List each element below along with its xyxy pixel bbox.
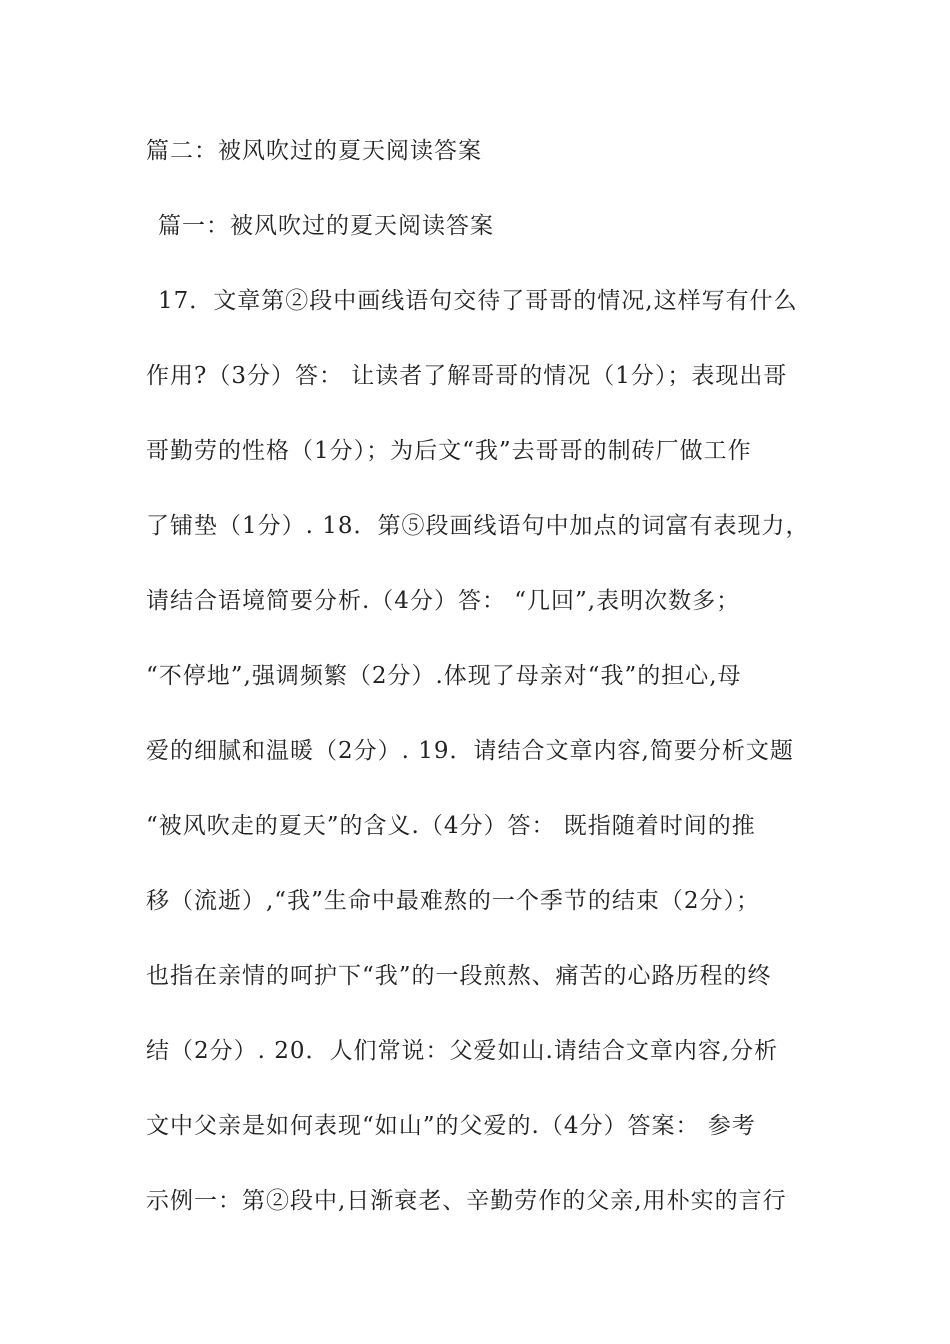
text-line: 了铺垫（1分）. 18．第⑤段画线语句中加点的词富有表现力， — [146, 513, 810, 539]
section-heading-1: 篇一：被风吹过的夏天阅读答案 — [158, 213, 494, 239]
text-line: 文中父亲是如何表现“如山”的父爱的.（4分）答案： 参考 — [146, 1113, 756, 1139]
text-line: “不停地”,强调频繁（2分）.体现了母亲对“我”的担心,母 — [146, 663, 742, 689]
section-heading-2: 篇二：被风吹过的夏天阅读答案 — [146, 138, 482, 164]
text-line: 移（流逝）,“我”生命中最难熬的一个季节的结束（2分）； — [146, 888, 760, 914]
text-line: 请结合语境简要分析.（4分）答： “几回”,表明次数多； — [146, 588, 741, 614]
text-line: 爱的细腻和温暖（2分）. 19．请结合文章内容,简要分析文题 — [146, 738, 794, 764]
text-line: 示例一：第②段中,日渐衰老、辛勤劳作的父亲,用朴实的言行 — [146, 1188, 787, 1214]
text-line: 结（2分）. 20．人们常说：父爱如山.请结合文章内容,分析 — [146, 1038, 779, 1064]
text-line: 17．文章第②段中画线语句交待了哥哥的情况,这样写有什么 — [158, 288, 798, 314]
text-line: 作用?（3分）答： 让读者了解哥哥的情况（1分）；表现出哥 — [146, 363, 788, 389]
text-line: 也指在亲情的呵护下“我”的一段煎熬、痛苦的心路历程的终 — [146, 963, 772, 989]
text-line: “被风吹走的夏天”的含义.（4分）答： 既指随着时间的推 — [146, 813, 756, 839]
text-line: 哥勤劳的性格（1分）；为后文“我”去哥哥的制砖厂做工作 — [146, 438, 752, 464]
